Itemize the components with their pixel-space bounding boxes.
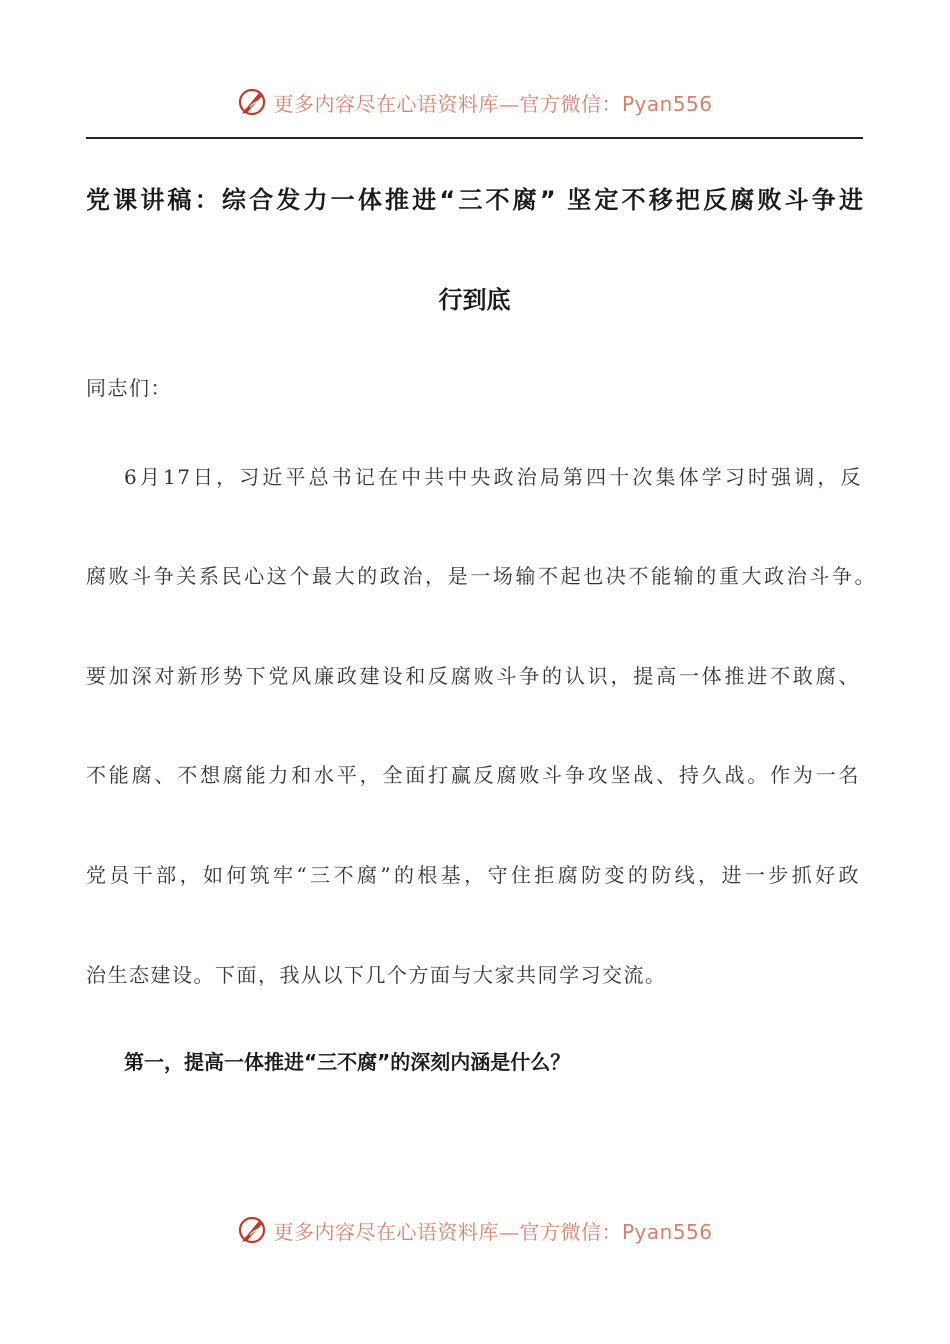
footer-watermark-banner xyxy=(0,1210,950,1250)
header-watermark-banner xyxy=(0,82,950,122)
wechat-id: Pyan556 xyxy=(621,1219,713,1244)
watermark-text: 更多内容尽在心语资料库—官方微信：Pyan556 xyxy=(273,1219,713,1244)
section-heading: 第一，提高一体推进“三不腐”的深刻内涵是什么？ xyxy=(124,1050,571,1074)
paragraph-line: 治生态建设。下面，我从以下几个方面与大家共同学习交流。 xyxy=(86,963,667,987)
paragraph-line: 要加深对新形势下党风廉政建设和反腐败斗争的认识，提高一体推进不敢腐、 xyxy=(86,664,860,688)
paragraph-line: 不能腐、不想腐能力和水平，全面打赢反腐败斗争攻坚战、持久战。作为一名 xyxy=(86,763,860,787)
paragraph-line: 腐败斗争关系民心这个最大的政治，是一场输不起也决不能输的重大政治斗争。 xyxy=(86,564,876,588)
header-divider xyxy=(86,137,863,139)
wechat-id: Pyan556 xyxy=(621,91,713,116)
paragraph-line: 6月17日，习近平总书记在中共中央政治局第四十次集体学习时强调，反 xyxy=(124,465,862,489)
document-title-line-2: 行到底 xyxy=(438,286,511,314)
pen-logo-icon xyxy=(237,87,267,117)
pen-logo-icon xyxy=(237,1215,267,1245)
watermark-text: 更多内容尽在心语资料库—官方微信：Pyan556 xyxy=(273,91,713,116)
document-title-line-1: 党课讲稿：综合发力一体推进“三不腐” 坚定不移把反腐败斗争进 xyxy=(86,186,863,214)
paragraph-line: 党员干部，如何筑牢“三不腐”的根基，守住拒腐防变的防线，进一步抓好政 xyxy=(86,863,860,887)
salutation: 同志们： xyxy=(86,376,172,400)
